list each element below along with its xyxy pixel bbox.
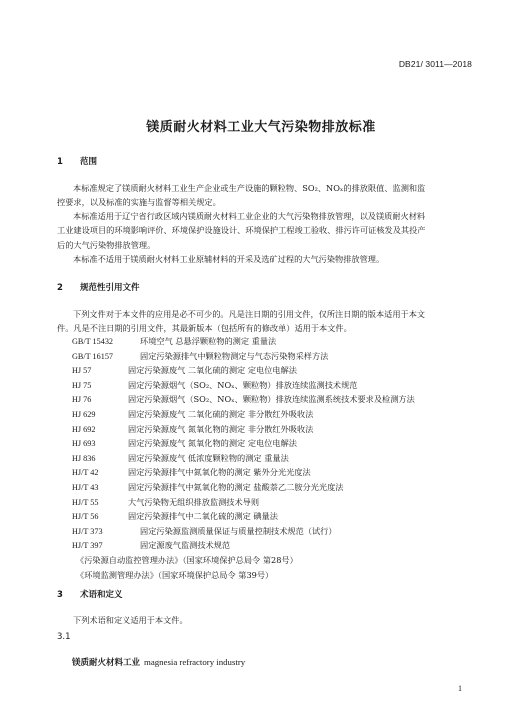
reference-item xyxy=(72,451,492,466)
text-line: 后的大气污染物排放管理。 xyxy=(57,239,156,250)
section-2-intro xyxy=(57,307,477,336)
text-line: 件。凡是不注日期的引用文件，其最新版本（包括所有的修改单）适用于本文件。 xyxy=(57,323,352,334)
normative-references-list xyxy=(72,334,492,582)
term-entry xyxy=(72,656,245,668)
text-line: 下列文件对于本文件的应用是必不可少的。凡是注日期的引用文件，仅所注日期的版本适用于本文 xyxy=(73,309,426,319)
reference-title: 固定污染源废气 氮氧化物的测定 非分散红外吸收法 xyxy=(128,423,314,434)
reference-item xyxy=(72,392,492,407)
reference-title: 固定污染源排气中氮氧化物的测定 紫外分光光度法 xyxy=(128,467,311,478)
reference-title: 固定污染源排气中二氧化硫的测定 碘量法 xyxy=(128,511,278,522)
text-line: 本标准规定了镁质耐火材料工业生产企业或生产设施的颗粒物、SO₂、NOₓ的排放限值、监测和监 xyxy=(73,183,426,193)
section-title: 范围 xyxy=(80,157,98,167)
reference-code: GB/T 16157 xyxy=(72,351,114,361)
standard-code: DB21/ 3011—2018 xyxy=(398,59,472,69)
document-title: 镁质耐火材料工业大气污染物排放标准 xyxy=(146,120,376,135)
reference-title: 固定污染源废气 二氧化硫的测定 非分散红外吸收法 xyxy=(128,408,314,419)
reference-item xyxy=(72,436,492,451)
reference-item xyxy=(72,465,492,480)
reference-title: 固定污染源废气 氮氧化物的测定 定电位电解法 xyxy=(128,438,297,449)
term-chinese: 镁质耐火材料工业 xyxy=(72,658,141,668)
reference-code: HJ 629 xyxy=(72,409,96,419)
section-number: 1 xyxy=(57,157,63,167)
reference-item xyxy=(72,495,492,510)
text-line: 下列术语和定义适用于本文件。 xyxy=(73,615,188,625)
reference-title: 固定污染源烟气（SO₂、NOₓ、颗粒物）排放连续监测系统技术要求及检测方法 xyxy=(128,394,415,405)
reference-title: 固定污染源排气中颗粒物测定与气态污染物采样方法 xyxy=(140,350,329,361)
reference-code: GB/T 15432 xyxy=(72,337,114,346)
reference-item xyxy=(72,538,492,553)
reference-code: HJ 836 xyxy=(72,453,96,463)
section-3-intro xyxy=(57,613,477,627)
text-line: 工业建设项目的环境影响评价、环境保护设施设计、环境保护工程竣工验收、排污许可证核发及其投产 xyxy=(57,225,426,236)
reference-item xyxy=(72,509,492,524)
reference-code: HJ 692 xyxy=(72,424,96,434)
section-number: 3 xyxy=(57,590,63,600)
reference-item xyxy=(72,378,492,393)
reference-title: 大气污染物无组织排放监测技术导则 xyxy=(128,496,260,507)
section-title: 术语和定义 xyxy=(80,590,123,600)
reference-code: HJ/T 55 xyxy=(72,497,99,507)
text-line: 本标准适用于辽宁省行政区域内镁质耐火材料工业企业的大气污染物排放管理，以及镁质耐火材料 xyxy=(73,211,426,221)
page-number: 1 xyxy=(458,684,462,693)
reference-title: 固定源废气监测技术规范 xyxy=(140,540,231,551)
reference-title: 固定污染源监测质量保证与质量控制技术规范（试行） xyxy=(140,525,337,536)
reference-code: HJ 57 xyxy=(72,366,92,376)
reference-item xyxy=(72,524,492,539)
reference-item xyxy=(72,349,492,364)
reference-title: 固定污染源废气 低浓度颗粒物的测定 重量法 xyxy=(128,452,289,463)
text-line: 本标准不适用于镁质耐火材料工业原辅材料的开采及选矿过程的大气污染物排放管理。 xyxy=(73,254,385,264)
reference-code: HJ/T 397 xyxy=(72,541,103,551)
reference-item: 《污染源自动监控管理办法》（国家环境保护总局令 第28号） xyxy=(76,554,298,565)
reference-title: 环境空气 总悬浮颗粒物的测定 重量法 xyxy=(140,336,277,346)
reference-title: 固定污染源排气中氮氧化物的测定 盐酸萘乙二胺分光光度法 xyxy=(128,481,344,492)
reference-title: 固定污染源烟气（SO₂、NOₓ、颗粒物）排放连续监测技术规范 xyxy=(128,379,358,390)
reference-code: HJ/T 43 xyxy=(72,482,99,492)
section-1-paragraph-3 xyxy=(57,252,477,266)
reference-item xyxy=(72,480,492,495)
section-2-heading xyxy=(57,281,140,293)
reference-item xyxy=(72,422,492,437)
reference-code: HJ 693 xyxy=(72,439,96,449)
reference-item xyxy=(72,363,492,378)
reference-code: HJ 76 xyxy=(72,395,92,405)
reference-item xyxy=(72,334,492,349)
reference-code: HJ/T 56 xyxy=(72,512,99,522)
reference-code: HJ/T 42 xyxy=(72,468,99,478)
reference-code: HJ/T 373 xyxy=(72,526,103,536)
section-1-heading xyxy=(57,155,97,167)
section-title: 规范性引用文件 xyxy=(80,283,140,293)
term-english: magnesia refractory industry xyxy=(144,657,246,667)
section-1-paragraph-1 xyxy=(57,181,477,210)
section-3-heading xyxy=(57,588,123,600)
reference-item: 《环境监测管理办法》（国家环境保护总局令 第39号） xyxy=(76,569,274,580)
text-line: 控要求，以及标准的实施与监督等相关规定。 xyxy=(57,197,221,208)
section-number: 2 xyxy=(57,283,63,293)
reference-title: 固定污染源废气 二氧化硫的测定 定电位电解法 xyxy=(128,365,297,376)
reference-code: HJ 75 xyxy=(72,380,92,390)
section-1-paragraph-2 xyxy=(57,209,477,252)
reference-item xyxy=(72,407,492,422)
term-number: 3.1 xyxy=(57,632,71,642)
